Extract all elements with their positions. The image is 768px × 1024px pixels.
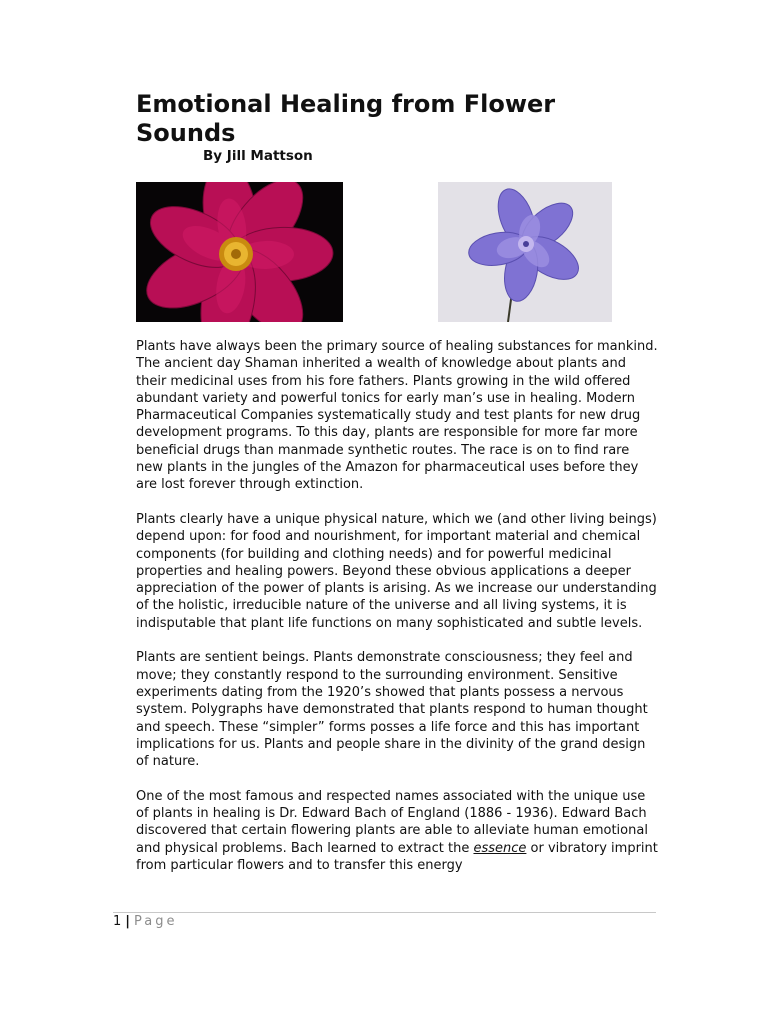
delphinium-flower-image <box>438 182 612 322</box>
footer-divider <box>113 912 656 913</box>
paragraph-4 <box>136 788 660 874</box>
author-byline: By Jill Mattson <box>203 148 313 164</box>
footer-separator: | <box>125 914 131 929</box>
paragraph-3: Plants are sentient beings. Plants demonstrate consciousness; they feel and move; they constantly respond to the surrounding environment. Sensitive experiments dating from the 1920’s showed that plants possess a nervous system. Polygraphs have demonstrated that plants respond to human thought and speech. These “simpler” forms posses a life force and this has important implications for us. Plants and people share in the divinity of the grand design of nature. <box>136 650 648 770</box>
delphinium-flower-illustration <box>438 182 612 322</box>
page-footer <box>113 914 178 929</box>
cosmos-flower-illustration <box>136 182 343 322</box>
document-title: Emotional Healing from Flower Sounds <box>136 90 556 147</box>
page-label: Page <box>134 914 178 929</box>
cosmos-flower-image <box>136 182 343 322</box>
paragraph-2: Plants clearly have a unique physical nature, which we (and other living beings) depend upon: for food and nourishment, for important material and chemical components (for building and clothing needs) and for powerful medicinal properties and healing powers. Beyond these obvious applications a deeper appreciation of the power of plants is arising. As we increase our understanding of the holistic, irreducible nature of the universe and all living systems, it is indisputable that plant life functions on many sophisticated and subtle levels. <box>136 511 657 631</box>
paragraph-1: Plants have always been the primary source of healing substances for mankind. The ancient day Shaman inherited a wealth of knowledge about plants and their medicinal uses from his fore fathers. Plants growing in the wild offered abundant variety and powerful tonics for early man’s use in healing. Modern Pharmaceutical Companies systematically study and test plants for new drug development programs. To this day, plants are responsible for more far more beneficial drugs than manmade synthetic routes. The race is on to find rare new plants in the jungles of the Amazon for pharmaceutical uses before they are lost forever through extinction. <box>136 339 658 493</box>
page-number: 1 <box>113 914 122 929</box>
paragraph-4-text-end: or vibratory imprint from particular flowers and to transfer this energy <box>136 840 658 873</box>
paragraph-4-text-start: One of the most famous and respected names associated with the unique use of plants in healing is Dr. Edward Bach of England (1886 - 1936). Edward Bach discovered that certain flowering plants are able to alleviate human emotional and physical problems. Bach learned to extract the <box>136 788 648 856</box>
article-body <box>136 338 660 892</box>
essence-emphasis: essence <box>473 840 527 856</box>
